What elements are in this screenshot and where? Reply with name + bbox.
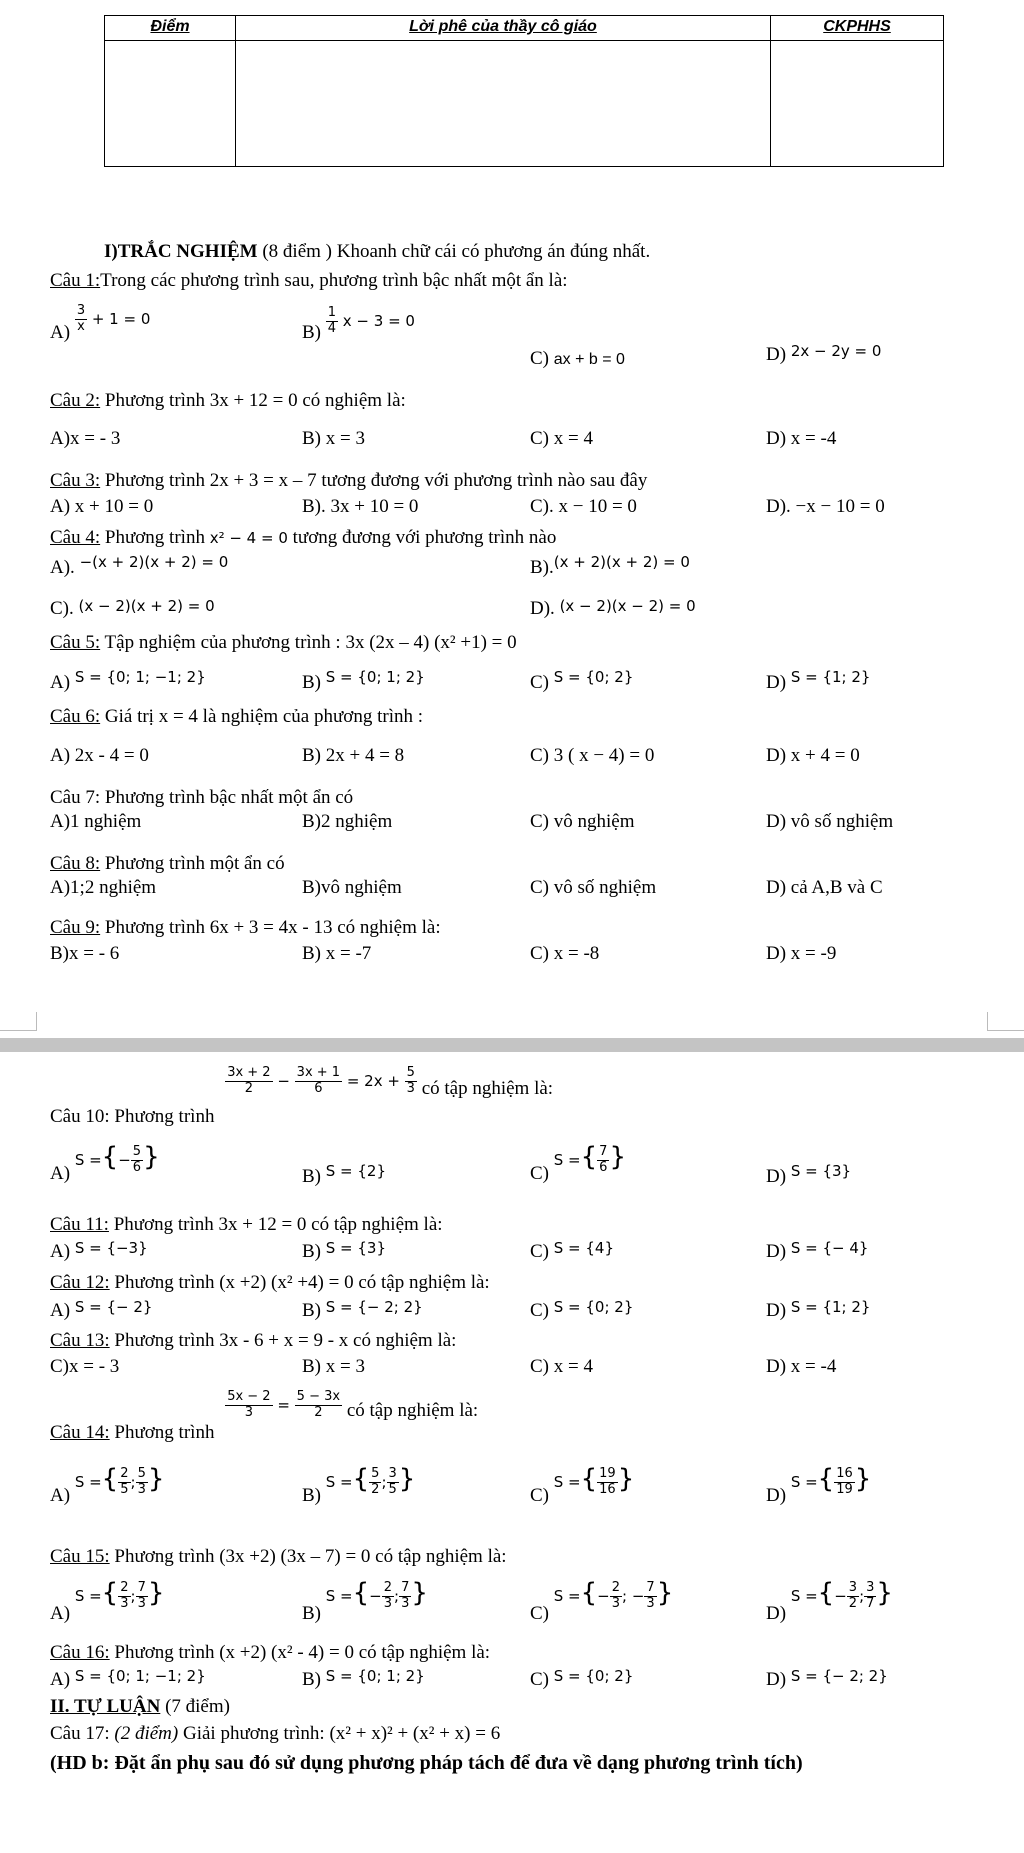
q14-f1-den: 3 xyxy=(244,1404,254,1420)
q1-c-label: C) xyxy=(530,348,549,369)
q11-option-a[interactable] xyxy=(50,1241,148,1263)
q1-label: Câu 1: xyxy=(50,270,101,291)
page-2 xyxy=(0,1052,1024,1853)
page-separator xyxy=(0,1038,1024,1052)
question-14 xyxy=(50,1389,479,1443)
q5-a-set: S = {0; 1; −1; 2} xyxy=(74,668,206,686)
q14-c-frac xyxy=(597,1467,618,1498)
q13-text: Phương trình 3x - 6 + x = 9 - x có nghiệm là: xyxy=(109,1330,457,1351)
q10-a-s: S = xyxy=(74,1151,102,1169)
header-parent-signature: CKPHHS xyxy=(771,16,944,41)
q9-text: Phương trình 6x + 3 = 4x - 13 có nghiệm là: xyxy=(100,917,441,938)
q4-b-expr: (x + 2)(x + 2) = 0 xyxy=(553,553,690,571)
q2-option-d[interactable]: D) x = -4 xyxy=(766,428,837,449)
q11-b-label: B) xyxy=(302,1241,321,1262)
q10-f2-den: 6 xyxy=(314,1080,323,1096)
q15-c-n2: 7 xyxy=(646,1580,655,1596)
q15-option-c[interactable]: C) S ={− $\frac{2}{3}$ ; − $\frac{7}{3}$ } xyxy=(530,1578,674,1624)
q14-a-s: S = xyxy=(74,1473,102,1491)
q15-label: Câu 15: xyxy=(50,1546,110,1567)
q15-a-frac1 xyxy=(118,1581,130,1612)
q4-text-pre: Phương trình xyxy=(100,527,210,548)
q11-c-set: S = {4} xyxy=(553,1239,615,1257)
question-4 xyxy=(50,527,556,549)
q4-b-label: B). xyxy=(530,557,554,578)
q15-a-n1: 2 xyxy=(120,1580,129,1596)
q14-b-label: B) xyxy=(302,1485,321,1506)
q5-option-d[interactable] xyxy=(766,668,871,694)
q16-b-label: B) xyxy=(302,1669,321,1690)
q12-c-label: C) xyxy=(530,1300,549,1321)
q15-d-s: S = xyxy=(790,1587,818,1605)
q13-option-b[interactable]: B) x = 3 xyxy=(302,1356,365,1377)
q14-frac2 xyxy=(295,1390,342,1421)
question-8 xyxy=(50,853,285,875)
q1-a-label: A) xyxy=(50,321,71,343)
section-1-heading xyxy=(104,241,650,263)
q5-text: Tập nghiệm của phương trình : 3x (2x – 4) (x² +1) = 0 xyxy=(100,632,517,653)
q4-option-d[interactable] xyxy=(530,598,696,620)
q10-frac2 xyxy=(295,1066,342,1097)
q5-b-label: B) xyxy=(302,672,321,693)
q6-option-d[interactable]: D) x + 4 = 0 xyxy=(766,745,860,766)
q14-a-d2: 3 xyxy=(137,1482,146,1498)
q14-option-a[interactable]: A) S ={ $\frac{2}{5}$ ; $\frac{5}{3}$ } xyxy=(50,1464,165,1506)
q14-a-d1: 5 xyxy=(120,1482,129,1498)
q4-option-b[interactable] xyxy=(530,553,690,579)
q1-a-num: 3 xyxy=(76,303,86,318)
q11-d-label: D) xyxy=(766,1241,787,1262)
q15-d-d1: 2 xyxy=(848,1596,858,1612)
q15-b-frac1 xyxy=(382,1581,394,1612)
q15-d-n2: 3 xyxy=(866,1580,875,1596)
q15-a-d2: 3 xyxy=(137,1596,146,1612)
q2-option-b[interactable]: B) x = 3 xyxy=(302,428,365,449)
q1-a-fraction xyxy=(75,304,87,335)
q12-c-set: S = {0; 2} xyxy=(553,1298,634,1316)
q6-option-a[interactable]: A) 2x - 4 = 0 xyxy=(50,745,149,766)
question-7: Câu 7: Phương trình bậc nhất một ẩn có xyxy=(50,787,354,808)
q12-option-c[interactable] xyxy=(530,1300,633,1322)
q1-option-a[interactable] xyxy=(50,303,151,349)
section-2-title: II. TỰ LUẬN xyxy=(50,1696,161,1717)
q1-option-c[interactable] xyxy=(530,348,625,370)
q15-b-label: B) xyxy=(302,1603,321,1624)
q15-c-label: C) xyxy=(530,1603,549,1624)
q15-c-d1: 3 xyxy=(611,1596,621,1612)
q4-option-a[interactable] xyxy=(50,553,229,579)
q12-option-b[interactable] xyxy=(302,1300,423,1322)
section-2-heading xyxy=(50,1696,230,1718)
q3-label: Câu 3: xyxy=(50,470,101,491)
q14-d-den: 19 xyxy=(836,1482,853,1498)
q14-b-frac1 xyxy=(369,1467,381,1498)
section-1-title: I)TRẮC NGHIỆM xyxy=(104,241,258,262)
q10-minus: − xyxy=(277,1071,290,1090)
q14-f2-num: 5 − 3x xyxy=(296,1389,341,1404)
q4-option-c[interactable] xyxy=(50,598,215,620)
q12-d-set: S = {1; 2} xyxy=(790,1298,871,1316)
q10-c-frac xyxy=(597,1145,609,1176)
q10-a-den: 6 xyxy=(132,1160,142,1176)
q10-a-label: A) xyxy=(50,1163,71,1184)
q3-option-c[interactable]: C). x − 10 = 0 xyxy=(530,496,637,517)
question-11 xyxy=(50,1214,443,1236)
q15-a-frac2 xyxy=(136,1581,148,1612)
q1-b-rest: x − 3 = 0 xyxy=(342,311,415,330)
q12-b-set: S = {− 2; 2} xyxy=(325,1298,423,1316)
q10-c-s: S = xyxy=(553,1151,581,1169)
q15-option-a[interactable]: A) S ={ $\frac{2}{3}$ ; $\frac{7}{3}$ } xyxy=(50,1578,165,1624)
q12-a-label: A) xyxy=(50,1300,71,1321)
q10-option-c[interactable]: C) S ={ $\frac{7}{6}$ } xyxy=(530,1142,626,1184)
question-17 xyxy=(50,1723,500,1745)
q1-b-den: 4 xyxy=(327,320,337,336)
q10-equation xyxy=(225,1066,417,1097)
q14-b-n2: 3 xyxy=(388,1466,397,1482)
q7-option-a[interactable]: A)1 nghiệm xyxy=(50,811,142,832)
q15-d-frac1 xyxy=(847,1581,859,1612)
question-15 xyxy=(50,1546,507,1568)
q14-option-b[interactable]: B) S ={ $\frac{5}{2}$ ; $\frac{3}{5}$ } xyxy=(302,1464,416,1506)
comment-cell xyxy=(236,41,771,167)
page-corner-right xyxy=(987,1012,1024,1031)
q14-text-post: có tập nghiệm là: xyxy=(346,1399,479,1421)
question-3 xyxy=(50,470,647,492)
q4-d-expr: (x − 2)(x − 2) = 0 xyxy=(559,597,696,615)
q15-b-d1: 3 xyxy=(383,1596,393,1612)
q15-c-frac1 xyxy=(610,1581,622,1612)
q4-a-expr: −(x + 2)(x + 2) = 0 xyxy=(79,553,229,571)
header-score: Điểm xyxy=(105,16,236,41)
score-cell xyxy=(105,41,236,167)
q10-option-b[interactable] xyxy=(302,1162,387,1188)
q5-option-b[interactable] xyxy=(302,668,425,694)
q5-d-set: S = {1; 2} xyxy=(790,668,871,686)
section-1-note: (8 điểm ) Khoanh chữ cái có phương án đúng nhất. xyxy=(257,241,651,262)
q4-label: Câu 4: xyxy=(50,527,101,548)
q14-d-s: S = xyxy=(790,1473,818,1491)
q10-f1-den: 2 xyxy=(244,1080,254,1096)
q9-option-b[interactable]: B) x = -7 xyxy=(302,943,372,964)
page-corner-left xyxy=(0,1012,37,1031)
q14-d-num: 16 xyxy=(836,1466,853,1482)
q10-d-label: D) xyxy=(766,1166,787,1187)
q3-option-a[interactable]: A) x + 10 = 0 xyxy=(50,496,154,517)
q13-option-c[interactable]: C) x = 4 xyxy=(530,1356,593,1377)
q10-c-den: 6 xyxy=(599,1160,608,1176)
q1-b-num: 1 xyxy=(327,305,337,320)
q15-option-b[interactable]: B) S ={− $\frac{2}{3}$ ; $\frac{7}{3}$ } xyxy=(302,1578,428,1624)
q12-a-set: S = {− 2} xyxy=(74,1298,153,1316)
q5-c-label: C) xyxy=(530,672,549,693)
q2-label: Câu 2: xyxy=(50,390,101,411)
q7-option-b[interactable]: B)2 nghiệm xyxy=(302,811,393,832)
q12-text: Phương trình (x +2) (x² +4) = 0 có tập nghiệm là: xyxy=(109,1272,490,1293)
q16-d-label: D) xyxy=(766,1669,787,1690)
q14-frac1 xyxy=(225,1390,272,1421)
q10-d-set: S = {3} xyxy=(790,1162,852,1180)
q1-a-rest: + 1 = 0 xyxy=(91,309,151,328)
q10-b-set: S = {2} xyxy=(325,1162,387,1180)
q10-f2-num: 3x + 1 xyxy=(296,1065,341,1080)
q16-b-set: S = {0; 1; 2} xyxy=(325,1667,425,1685)
q5-a-label: A) xyxy=(50,672,71,693)
q8-option-b[interactable]: B)vô nghiệm xyxy=(302,877,402,898)
q14-a-frac1 xyxy=(118,1467,130,1498)
q10-text-post: có tập nghiệm là: xyxy=(421,1077,554,1099)
header-teacher-comment: Lời phê của thầy cô giáo xyxy=(236,16,771,41)
q11-label: Câu 11: xyxy=(50,1214,109,1235)
question-5 xyxy=(50,632,517,654)
q5-option-a[interactable] xyxy=(50,668,206,694)
question-9 xyxy=(50,917,441,939)
q15-c-frac2 xyxy=(644,1581,656,1612)
q1-d-label: D) xyxy=(766,344,787,365)
q10-label: Câu 10: xyxy=(50,1105,110,1127)
q14-eq: = xyxy=(277,1395,290,1414)
q8-label: Câu 8: xyxy=(50,853,101,874)
q8-option-d[interactable]: D) cả A,B và C xyxy=(766,877,883,898)
q14-f2-den: 2 xyxy=(314,1404,323,1420)
q2-option-a[interactable]: A)x = - 3 xyxy=(50,428,121,449)
q14-a-label: A) xyxy=(50,1485,71,1506)
q1-b-fraction xyxy=(326,306,338,337)
q6-option-b[interactable]: B) 2x + 4 = 8 xyxy=(302,745,405,766)
q16-a-label: A) xyxy=(50,1669,71,1690)
q14-a-frac2 xyxy=(136,1467,148,1498)
q9-option-d[interactable]: D) x = -9 xyxy=(766,943,837,964)
q3-option-b[interactable]: B). 3x + 10 = 0 xyxy=(302,496,419,517)
q10-text-pre: Phương trình xyxy=(109,1105,215,1127)
q4-expr: x² − 4 = 0 xyxy=(209,529,288,547)
q14-b-n1: 5 xyxy=(371,1466,380,1482)
q1-option-d[interactable] xyxy=(766,344,881,366)
q12-label: Câu 12: xyxy=(50,1272,110,1293)
q14-b-frac2 xyxy=(387,1467,399,1498)
q14-d-frac xyxy=(834,1467,855,1498)
question-16 xyxy=(50,1642,490,1664)
q10-eq: = 2x + xyxy=(346,1071,400,1090)
q5-label: Câu 5: xyxy=(50,632,101,653)
q15-b-frac2 xyxy=(399,1581,411,1612)
q14-option-d[interactable]: D) S ={ $\frac{16}{19}$ } xyxy=(766,1464,872,1506)
q10-a-frac xyxy=(131,1145,143,1176)
q11-option-c[interactable] xyxy=(530,1241,614,1263)
q17-text: Giải phương trình: (x² + x)² + (x² + x) = 6 xyxy=(178,1723,501,1744)
q15-a-n2: 7 xyxy=(137,1580,146,1596)
q15-d-label: D) xyxy=(766,1603,787,1624)
q14-c-s: S = xyxy=(553,1473,581,1491)
q11-text: Phương trình 3x + 12 = 0 có tập nghiệm là: xyxy=(108,1214,443,1235)
grade-table xyxy=(104,15,944,167)
question-13 xyxy=(50,1330,456,1352)
q15-a-d1: 3 xyxy=(120,1596,129,1612)
q16-option-a[interactable] xyxy=(50,1669,206,1691)
q13-option-a[interactable]: C)x = - 3 xyxy=(50,1356,120,1377)
q5-option-c[interactable] xyxy=(530,668,634,694)
q14-equation xyxy=(225,1390,342,1421)
q6-option-c[interactable]: C) 3 ( x − 4) = 0 xyxy=(530,745,655,766)
q9-label: Câu 9: xyxy=(50,917,101,938)
q15-b-s: S = xyxy=(325,1587,353,1605)
q14-c-label: C) xyxy=(530,1485,549,1506)
q5-d-label: D) xyxy=(766,672,787,693)
q14-label: Câu 14: xyxy=(50,1421,110,1443)
q11-b-set: S = {3} xyxy=(325,1239,387,1257)
q14-a-n1: 2 xyxy=(120,1466,129,1482)
q14-c-num: 19 xyxy=(599,1466,616,1482)
question-2 xyxy=(50,390,406,412)
q1-text: Trong các phương trình sau, phương trình bậc nhất một ẩn là: xyxy=(100,270,568,291)
q6-text: Giá trị x = 4 là nghiệm của phương trình : xyxy=(100,706,424,727)
q14-b-d1: 2 xyxy=(371,1482,380,1498)
signature-cell xyxy=(771,41,944,167)
q12-option-a[interactable] xyxy=(50,1300,152,1322)
q1-a-den: x xyxy=(77,318,85,334)
q10-f3-num: 5 xyxy=(406,1065,415,1080)
q14-b-s: S = xyxy=(325,1473,353,1491)
q12-b-label: B) xyxy=(302,1300,321,1321)
q11-a-label: A) xyxy=(50,1241,71,1262)
q11-option-d[interactable] xyxy=(766,1241,868,1263)
q15-text: Phương trình (3x +2) (3x – 7) = 0 có tập nghiệm là: xyxy=(109,1546,507,1567)
q16-c-label: C) xyxy=(530,1669,549,1690)
q15-b-n2: 7 xyxy=(401,1580,410,1596)
q16-a-set: S = {0; 1; −1; 2} xyxy=(74,1667,206,1685)
q1-c-expr: ax + b = 0 xyxy=(553,351,625,368)
q11-a-set: S = {−3} xyxy=(74,1239,148,1257)
hint-text: (HD b: Đặt ẩn phụ sau đó sử dụng phương pháp tách để đưa về dạng phương trình tích) xyxy=(50,1752,803,1774)
q17-points: (2 điểm) xyxy=(109,1723,179,1744)
q13-option-d[interactable]: D) x = -4 xyxy=(766,1356,837,1377)
q15-d-n1: 3 xyxy=(848,1580,858,1596)
q15-a-label: A) xyxy=(50,1603,71,1624)
q4-text-post: tương đương với phương trình nào xyxy=(287,527,557,548)
q16-option-b[interactable] xyxy=(302,1669,425,1691)
q11-c-label: C) xyxy=(530,1241,549,1262)
q14-b-d2: 5 xyxy=(388,1482,397,1498)
section-2-note: (7 điểm) xyxy=(160,1696,230,1717)
q1-d-expr: 2x − 2y = 0 xyxy=(790,342,882,360)
q16-text: Phương trình (x +2) (x² - 4) = 0 có tập nghiệm là: xyxy=(109,1642,491,1663)
q14-a-n2: 5 xyxy=(137,1466,146,1482)
q14-d-label: D) xyxy=(766,1485,787,1506)
q16-option-c[interactable] xyxy=(530,1669,633,1691)
q10-f3-den: 3 xyxy=(406,1080,415,1096)
question-12 xyxy=(50,1272,490,1294)
q10-a-num: 5 xyxy=(132,1144,142,1160)
q3-text: Phương trình 2x + 3 = x – 7 tương đương với phương trình nào sau đây xyxy=(100,470,648,491)
q15-c-n1: 2 xyxy=(611,1580,621,1596)
q10-option-d[interactable] xyxy=(766,1162,852,1188)
q17-label: Câu 17: xyxy=(50,1723,110,1744)
q4-d-label: D). xyxy=(530,598,555,619)
question-10 xyxy=(50,1065,554,1127)
q15-c-s: S = xyxy=(553,1587,581,1605)
q14-c-den: 16 xyxy=(599,1482,616,1498)
q10-frac1 xyxy=(225,1066,272,1097)
q14-text-pre: Phương trình xyxy=(109,1421,215,1443)
q10-option-a[interactable]: A) S ={− $\frac{5}{6}$ } xyxy=(50,1142,160,1184)
q2-option-c[interactable]: C) x = 4 xyxy=(530,428,593,449)
q8-text: Phương trình một ẩn có xyxy=(100,853,285,874)
q15-b-n1: 2 xyxy=(383,1580,393,1596)
question-6 xyxy=(50,706,423,728)
q8-option-a[interactable]: A)1;2 nghiệm xyxy=(50,877,157,898)
q13-label: Câu 13: xyxy=(50,1330,110,1351)
q11-option-b[interactable] xyxy=(302,1241,386,1263)
q16-label: Câu 16: xyxy=(50,1642,110,1663)
q4-a-label: A). xyxy=(50,557,75,578)
q12-option-d[interactable] xyxy=(766,1300,870,1322)
q14-option-c[interactable]: C) S ={ $\frac{19}{16}$ } xyxy=(530,1464,635,1506)
q15-d-frac2 xyxy=(864,1581,876,1612)
q15-a-s: S = xyxy=(74,1587,102,1605)
q7-option-d[interactable]: D) vô số nghiệm xyxy=(766,811,894,832)
q9-option-c[interactable]: C) x = -8 xyxy=(530,943,600,964)
q16-d-set: S = {− 2; 2} xyxy=(790,1667,888,1685)
q10-c-num: 7 xyxy=(599,1144,608,1160)
q4-c-label: C). xyxy=(50,598,74,619)
q10-f1-num: 3x + 2 xyxy=(227,1065,271,1080)
q3-option-d[interactable]: D). −x − 10 = 0 xyxy=(766,496,885,517)
q10-frac3 xyxy=(405,1066,417,1097)
q16-option-d[interactable] xyxy=(766,1669,888,1691)
q2-text: Phương trình 3x + 12 = 0 có nghiệm là: xyxy=(100,390,406,411)
q15-b-d2: 3 xyxy=(401,1596,410,1612)
q16-c-set: S = {0; 2} xyxy=(553,1667,634,1685)
q5-c-set: S = {0; 2} xyxy=(553,668,634,686)
q15-d-d2: 7 xyxy=(866,1596,875,1612)
q1-b-label: B) xyxy=(302,321,321,343)
q7-option-c[interactable]: C) vô nghiệm xyxy=(530,811,635,832)
q15-option-d[interactable]: D) S ={− $\frac{3}{2}$ ; $\frac{3}{7}$ } xyxy=(766,1578,893,1624)
q10-b-label: B) xyxy=(302,1166,321,1187)
q6-label: Câu 6: xyxy=(50,706,101,727)
q14-f1-num: 5x − 2 xyxy=(227,1389,271,1404)
q5-b-set: S = {0; 1; 2} xyxy=(325,668,425,686)
q4-c-expr: (x − 2)(x + 2) = 0 xyxy=(78,597,215,615)
q12-d-label: D) xyxy=(766,1300,787,1321)
q8-option-c[interactable]: C) vô số nghiệm xyxy=(530,877,657,898)
q1-option-b[interactable] xyxy=(302,305,415,349)
q15-c-d2: 3 xyxy=(646,1596,655,1612)
question-1 xyxy=(50,270,568,292)
q9-option-a[interactable]: B)x = - 6 xyxy=(50,943,120,964)
q10-c-label: C) xyxy=(530,1163,549,1184)
q11-d-set: S = {− 4} xyxy=(790,1239,869,1257)
